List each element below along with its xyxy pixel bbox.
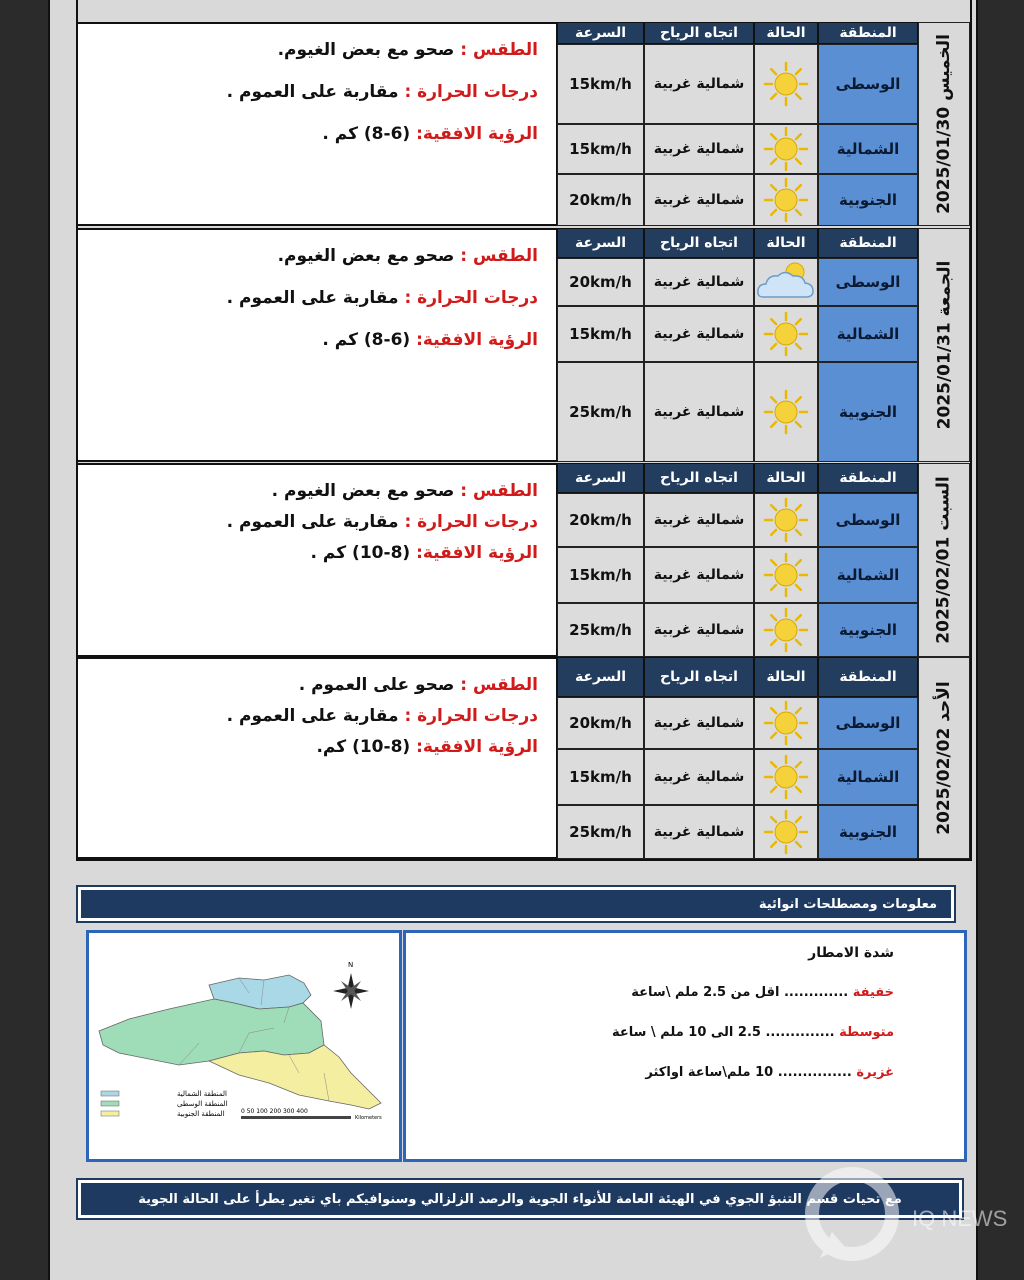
wind-cell	[644, 258, 754, 306]
wind-cell	[644, 493, 754, 547]
speed-value: 20km/h	[569, 191, 632, 209]
visibility-line-value: (8-10) كم.	[316, 737, 417, 757]
sun-icon	[763, 61, 809, 107]
watermark-text: IQ NEWS	[912, 1206, 1008, 1231]
wind-value: شمالية غربية	[653, 567, 745, 583]
speed-cell	[557, 258, 644, 306]
visibility-line-label: الرؤية الافقية:	[416, 124, 538, 144]
day-3-date	[918, 657, 970, 859]
weather-line	[272, 481, 538, 501]
header-speed-label: السرعة	[574, 235, 627, 251]
wind-cell	[644, 547, 754, 603]
sun-icon	[763, 389, 809, 435]
sun-icon	[763, 754, 809, 800]
day-2-summary	[76, 463, 558, 657]
wind-cell	[644, 749, 754, 805]
visibility-line-label: الرؤية الافقية:	[416, 330, 538, 350]
day-0-date	[918, 22, 970, 226]
rain-moderate-label: متوسطة	[839, 1025, 894, 1040]
condition-cell	[754, 749, 818, 805]
weather-line-label: الطقس :	[460, 675, 538, 695]
speed-value: 20km/h	[569, 273, 632, 291]
date-label: الخميس 2025/01/30	[934, 34, 955, 214]
region-name: الجنوبية	[839, 621, 897, 639]
info-bar-label: معلومات ومصطلحات انوائية	[758, 896, 937, 912]
rain-light-label: خفيفة	[852, 985, 894, 1000]
region-cell	[818, 174, 918, 226]
weather-line	[299, 675, 538, 695]
temperature-line-label: درجات الحرارة :	[404, 82, 538, 102]
region-name: الشمالية	[836, 140, 900, 158]
visibility-line-value: (6-8) كم .	[322, 124, 417, 144]
day-1-summary	[76, 228, 558, 462]
temperature-line	[227, 706, 538, 726]
speed-cell	[557, 547, 644, 603]
region-map-box	[86, 930, 402, 1162]
weather-line	[278, 246, 538, 266]
header-region	[818, 463, 918, 493]
visibility-line	[322, 124, 538, 144]
map-scale-numbers: 0 50 100 200 300 400	[241, 1108, 308, 1115]
header-speed-label: السرعة	[574, 25, 627, 41]
header-wind_dir-label: اتجاه الرياح	[660, 235, 738, 251]
visibility-line-label: الرؤية الافقية:	[416, 737, 538, 757]
speed-cell	[557, 603, 644, 657]
region-cell	[818, 44, 918, 124]
header-condition-label: الحالة	[766, 235, 806, 251]
rain-heavy-text: ............... 10 ملم\ساعة اواكثر	[645, 1065, 857, 1080]
region-cell	[818, 805, 918, 859]
header-speed	[557, 22, 644, 44]
wind-value: شمالية غربية	[653, 824, 745, 840]
wind-value: شمالية غربية	[653, 141, 745, 157]
temperature-line-label: درجات الحرارة :	[404, 288, 538, 308]
sun-icon	[763, 177, 809, 223]
temperature-line-value: مقاربة على العموم .	[226, 82, 405, 102]
speed-cell	[557, 44, 644, 124]
header-wind_dir-label: اتجاه الرياح	[660, 470, 738, 486]
region-cell	[818, 603, 918, 657]
legend-south: المنطقة الجنوبية	[177, 1110, 225, 1118]
header-wind_dir-label: اتجاه الرياح	[660, 669, 738, 685]
header-region	[818, 22, 918, 44]
map-scale-bar	[241, 1116, 351, 1119]
condition-cell	[754, 124, 818, 174]
region-name: الوسطى	[835, 511, 901, 529]
weather-line-value: صحو مع بعض الغيوم.	[277, 246, 461, 266]
header-condition-label: الحالة	[766, 470, 806, 486]
region-name: الشمالية	[836, 768, 900, 786]
wind-value: شمالية غربية	[653, 769, 745, 785]
speed-value: 25km/h	[569, 823, 632, 841]
condition-cell	[754, 493, 818, 547]
wind-cell	[644, 697, 754, 749]
header-wind_dir-label: اتجاه الرياح	[660, 25, 738, 41]
rain-title: شدة الامطار	[808, 945, 894, 961]
header-region-label: المنطقة	[839, 470, 897, 486]
region-cell	[818, 697, 918, 749]
header-region	[818, 228, 918, 258]
compass-rose-icon	[333, 973, 369, 1009]
region-cell	[818, 362, 918, 462]
region-name: الوسطى	[835, 714, 901, 732]
visibility-line	[311, 543, 538, 563]
condition-cell	[754, 362, 818, 462]
region-name: الشمالية	[836, 325, 900, 343]
weather-line-label: الطقس :	[460, 481, 538, 501]
header-wind_dir	[644, 22, 754, 44]
condition-cell	[754, 44, 818, 124]
sun-icon	[763, 809, 809, 855]
sun-icon	[763, 311, 809, 357]
rain-light	[631, 985, 894, 1000]
speed-cell	[557, 306, 644, 362]
wind-value: شمالية غربية	[653, 512, 745, 528]
day-2-date	[918, 463, 970, 657]
wind-value: شمالية غربية	[653, 274, 745, 290]
wind-value: شمالية غربية	[653, 192, 745, 208]
map-scale-unit: Kilometers	[355, 1115, 382, 1121]
region-cell	[818, 306, 918, 362]
region-cell	[818, 547, 918, 603]
rain-moderate	[612, 1025, 894, 1040]
temperature-line-label: درجات الحرارة :	[404, 512, 538, 532]
wind-value: شمالية غربية	[653, 76, 745, 92]
region-cell	[818, 258, 918, 306]
watermark-logo-icon	[800, 1162, 920, 1272]
temperature-line-value: مقاربة على العموم .	[226, 512, 405, 532]
speed-cell	[557, 174, 644, 226]
visibility-line	[322, 330, 538, 350]
header-wind_dir	[644, 228, 754, 258]
temperature-line-value: مقاربة على العموم .	[226, 288, 405, 308]
compass-north-label: N	[348, 961, 354, 969]
condition-cell	[754, 697, 818, 749]
wind-value: شمالية غربية	[653, 326, 745, 342]
speed-value: 15km/h	[569, 75, 632, 93]
condition-cell	[754, 258, 818, 306]
speed-cell	[557, 362, 644, 462]
rain-moderate-text: .............. 2.5 الى 10 ملم \ ساعة	[611, 1025, 840, 1040]
region-name: الجنوبية	[839, 191, 897, 209]
sun-icon	[763, 126, 809, 172]
header-region-label: المنطقة	[839, 25, 897, 41]
date-label: السبت 2025/02/01	[934, 476, 955, 644]
weather-line-label: الطقس :	[460, 40, 538, 60]
speed-value: 15km/h	[569, 768, 632, 786]
speed-value: 25km/h	[569, 621, 632, 639]
region-name: الشمالية	[836, 566, 900, 584]
sun-icon	[763, 607, 809, 653]
map-legend	[101, 1090, 228, 1118]
rain-light-text: ............. اقل من 2.5 ملم \ساعة	[631, 985, 853, 1000]
header-speed	[557, 228, 644, 258]
speed-value: 20km/h	[569, 511, 632, 529]
footer-text: مع تحيات قسم التنبؤ الجوي في الهيئة العامة للأنواء الجوية والرصد الزلزالي وسنوافيكم باي تغير يطرأ على الحالة الجوية	[138, 1191, 902, 1207]
wind-cell	[644, 124, 754, 174]
condition-cell	[754, 306, 818, 362]
temperature-line	[227, 512, 538, 532]
region-name: الوسطى	[835, 273, 901, 291]
header-region-label: المنطقة	[839, 235, 897, 251]
legend-north: المنطقة الشمالية	[177, 1090, 227, 1098]
date-label: الأحد 2025/02/02	[934, 681, 954, 835]
region-cell	[818, 493, 918, 547]
wind-value: شمالية غربية	[653, 715, 745, 731]
wind-cell	[644, 805, 754, 859]
watermark	[800, 1162, 1010, 1272]
temperature-line	[227, 288, 538, 308]
temperature-line	[227, 82, 538, 102]
condition-cell	[754, 547, 818, 603]
speed-cell	[557, 749, 644, 805]
condition-cell	[754, 603, 818, 657]
wind-cell	[644, 362, 754, 462]
header-condition-label: الحالة	[766, 25, 806, 41]
header-wind_dir	[644, 463, 754, 493]
header-condition	[754, 228, 818, 258]
day-1-date	[918, 228, 970, 462]
day-0-summary	[76, 22, 558, 226]
weather-line	[278, 40, 538, 60]
iraq-region-map	[89, 933, 399, 1159]
sun-icon	[763, 700, 809, 746]
weather-line-value: صحو على العموم .	[298, 675, 461, 695]
speed-cell	[557, 124, 644, 174]
header-speed	[557, 463, 644, 493]
wind-value: شمالية غربية	[653, 622, 745, 638]
region-name: الجنوبية	[839, 403, 897, 421]
sun-icon	[763, 552, 809, 598]
header-region	[818, 657, 918, 697]
wind-value: شمالية غربية	[653, 404, 745, 420]
header-condition-label: الحالة	[766, 669, 806, 685]
region-cell	[818, 749, 918, 805]
header-speed-label: السرعة	[574, 470, 627, 486]
header-wind_dir	[644, 657, 754, 697]
header-speed	[557, 657, 644, 697]
temperature-line-label: درجات الحرارة :	[404, 706, 538, 726]
speed-value: 20km/h	[569, 714, 632, 732]
partly-cloudy-icon	[755, 259, 817, 305]
wind-cell	[644, 603, 754, 657]
rain-heavy-label: غزيرة	[856, 1065, 894, 1080]
visibility-line-value: (8-10) كم .	[310, 543, 417, 563]
header-condition	[754, 22, 818, 44]
rain-heavy	[645, 1065, 894, 1080]
header-region-label: المنطقة	[839, 669, 897, 685]
wind-cell	[644, 174, 754, 226]
legend-central: المنطقة الوسطى	[177, 1100, 228, 1108]
speed-value: 25km/h	[569, 403, 632, 421]
rain-intensity-box	[403, 930, 967, 1162]
region-name: الوسطى	[835, 75, 901, 93]
visibility-line	[316, 737, 538, 757]
header-condition	[754, 463, 818, 493]
date-label: الجمعة 2025/01/31	[934, 260, 955, 430]
speed-value: 15km/h	[569, 140, 632, 158]
condition-cell	[754, 805, 818, 859]
temperature-line-value: مقاربة على العموم .	[226, 706, 405, 726]
region-cell	[818, 124, 918, 174]
visibility-line-label: الرؤية الافقية:	[416, 543, 538, 563]
wind-cell	[644, 44, 754, 124]
speed-cell	[557, 805, 644, 859]
weather-line-value: صحو مع بعض الغيوم.	[277, 40, 461, 60]
wind-cell	[644, 306, 754, 362]
speed-value: 15km/h	[569, 566, 632, 584]
region-name: الجنوبية	[839, 823, 897, 841]
header-condition	[754, 657, 818, 697]
speed-cell	[557, 493, 644, 547]
sun-icon	[763, 497, 809, 543]
day-3-summary	[76, 657, 558, 859]
weather-line-label: الطقس :	[460, 246, 538, 266]
info-bar	[78, 887, 954, 921]
speed-value: 15km/h	[569, 325, 632, 343]
condition-cell	[754, 174, 818, 226]
speed-cell	[557, 697, 644, 749]
map-south-region	[209, 1045, 381, 1109]
weather-line-value: صحو مع بعض الغيوم .	[271, 481, 461, 501]
header-speed-label: السرعة	[574, 669, 627, 685]
visibility-line-value: (6-8) كم .	[322, 330, 417, 350]
